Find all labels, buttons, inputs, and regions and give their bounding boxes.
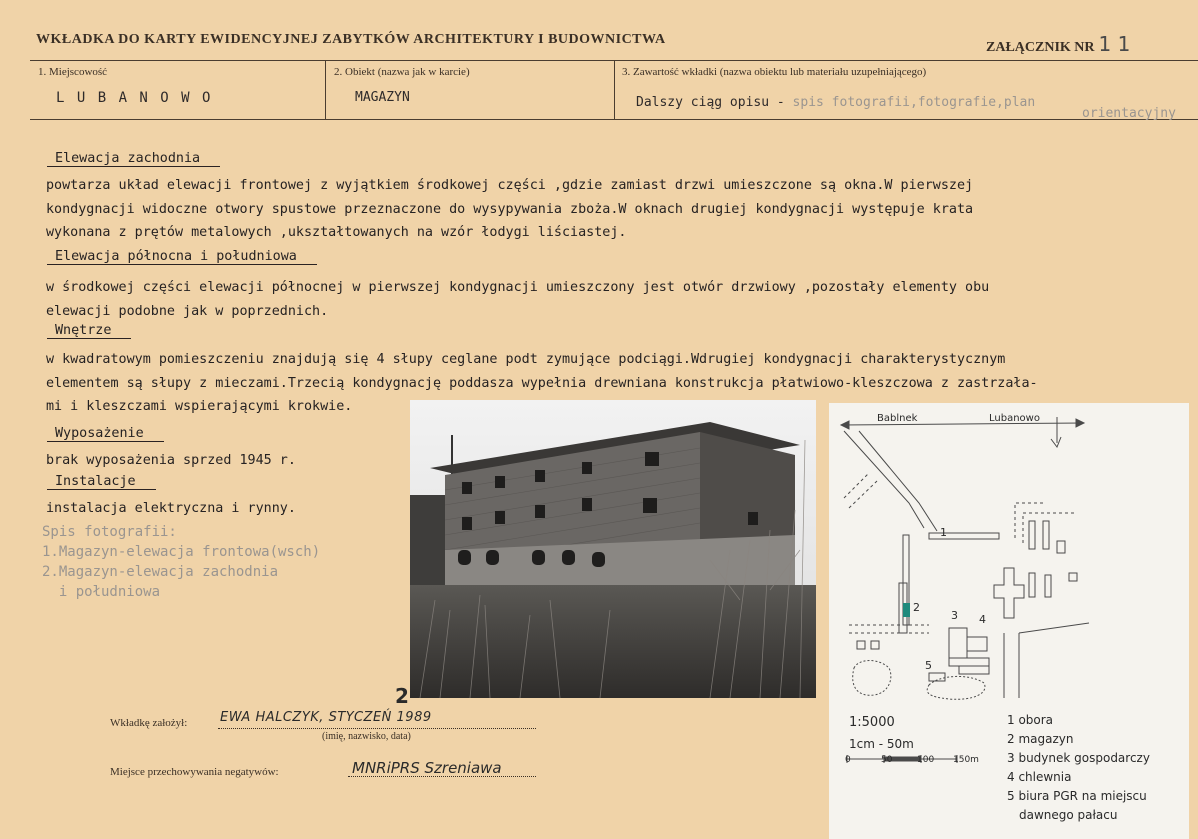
- section-body-west: [46, 174, 973, 245]
- photo-list-title: Spis fotografii:: [42, 524, 177, 540]
- map-building-number: 3: [951, 609, 958, 622]
- photo-number: 2: [395, 684, 409, 708]
- field-object-value: MAGAZYN: [355, 90, 410, 105]
- field-location-value: L U B A N O W O: [56, 90, 213, 106]
- map-scale-note: 1cm - 50m: [849, 737, 914, 751]
- author-value: EWA HALCZYK, STYCZEŃ 1989: [220, 710, 432, 725]
- section-body-equipment: [46, 449, 296, 473]
- section-heading-installations: Instalacje: [55, 474, 156, 489]
- map-label-bablnek: Bablnek: [877, 413, 918, 424]
- text-line: w środkowej części elewacji północnej w pierwszej kondygnacji umieszczony jest otwór drzwiowy ,pozostały elementy obu: [46, 280, 990, 295]
- text-line: brak wyposażenia sprzed 1945 r.: [46, 453, 296, 468]
- scale-tick-label: 0: [845, 755, 851, 765]
- legend-item: 4 chlewnia: [1007, 770, 1072, 784]
- photo-list-item: 2.Magazyn-elewacja zachodnia: [42, 564, 279, 580]
- legend-item: 2 magazyn: [1007, 732, 1074, 746]
- photograph: [410, 400, 816, 698]
- field-contents-label: 3. Zawartość wkładki (nazwa obiektu lub materiału uzupełniającego): [622, 66, 927, 78]
- text-line: instalacja elektryczna i rynny.: [46, 501, 296, 516]
- text-line: mi i kleszczami wspierającymi krokwie.: [46, 399, 353, 414]
- section-heading-west: Elewacja zachodnia: [55, 151, 220, 166]
- scale-tick-label: 100: [917, 755, 935, 765]
- photo-list-item: i południowa: [42, 584, 161, 600]
- field-object-label: 2. Obiekt (nazwa jak w karcie): [334, 66, 470, 78]
- photo-list: [42, 522, 320, 602]
- photograph-image: [410, 400, 816, 698]
- map-label-lubanowo: Lubanowo: [989, 413, 1040, 424]
- text-line: elewacji podobne jak w poprzednich.: [46, 303, 329, 319]
- map-legend: [1007, 711, 1150, 825]
- text-line: kondygnacji widoczne otwory spustowe przeznaczone do wysypywania zboża.W oknach drugiej kondygnacji występuje krata: [46, 201, 974, 217]
- annex-number: 1 1: [1098, 32, 1131, 56]
- text-line: powtarza układ elewacji frontowej z wyjątkiem środkowej części ,gdzie zamiast drzwi umieszczone są okna.W pierwszej: [46, 178, 974, 193]
- legend-item: 5 biura PGR na miejscu: [1007, 789, 1147, 803]
- annex-label: [986, 32, 1130, 56]
- field-contents-value: [636, 95, 1035, 110]
- field-location-label: 1. Miejscowość: [38, 66, 108, 78]
- map-building-number: 4: [979, 613, 986, 626]
- header-rule-bottom: [30, 119, 1198, 120]
- negatives-value: MNRiPRS Szreniawa: [352, 759, 502, 777]
- section-heading-interior: Wnętrze: [55, 323, 131, 338]
- author-hint: (imię, nazwisko, data): [322, 731, 411, 742]
- contents-text-a: Dalszy ciąg opisu -: [636, 95, 785, 110]
- orientation-map: [829, 403, 1189, 839]
- form-title: WKŁADKA DO KARTY EWIDENCYJNEJ ZABYTKÓW ARCHITEKTURY I BUDOWNICTWA: [36, 32, 666, 47]
- annex-label-text: ZAŁĄCZNIK NR: [986, 40, 1095, 55]
- scale-tick-label: 50: [881, 755, 893, 765]
- map-scale: 1:5000: [849, 715, 895, 730]
- author-line: [218, 728, 536, 729]
- legend-item: 3 budynek gospodarczy: [1007, 751, 1150, 765]
- section-body-installations: [46, 497, 296, 521]
- map-building-number: 2: [913, 601, 920, 614]
- section-heading-equipment: Wyposażenie: [55, 426, 164, 441]
- contents-text-b: spis fotografii,fotografie,plan: [792, 95, 1036, 110]
- negatives-label: Miejsce przechowywania negatywów:: [110, 766, 279, 778]
- section-body-north-south: [46, 276, 989, 323]
- legend-item: dawnego pałacu: [1019, 808, 1118, 822]
- map-building-number: 1: [940, 526, 947, 539]
- field-divider-1: [325, 60, 326, 119]
- map-building-number: 5: [925, 659, 932, 672]
- field-divider-2: [614, 60, 615, 119]
- magazyn-highlight: [903, 603, 910, 617]
- photo-list-item: 1.Magazyn-elewacja frontowa(wsch): [42, 544, 321, 560]
- author-label: Wkładkę założył:: [110, 717, 188, 729]
- legend-item: 1 obora: [1007, 713, 1054, 727]
- contents-text-c: orientacyjny: [1082, 106, 1176, 121]
- text-line: wykonana z prętów metalowych ,ukształtowanych na wzór łodygi liściastej.: [46, 225, 627, 240]
- scale-tick-label: 150m: [953, 755, 979, 765]
- text-line: elementem są słupy z mieczami.Trzecią kondygnację poddasza wypełnia drewniana konstrukcja płatwiowo-kleszczowa z zastrzała-: [46, 375, 1038, 391]
- text-line: w kwadratowym pomieszczeniu znajdują się 4 słupy ceglane podt zymujące podciągi.Wdrugiej kondygnacji charakterystycznym: [46, 352, 1006, 367]
- section-heading-north-south: Elewacja północna i południowa: [55, 249, 317, 264]
